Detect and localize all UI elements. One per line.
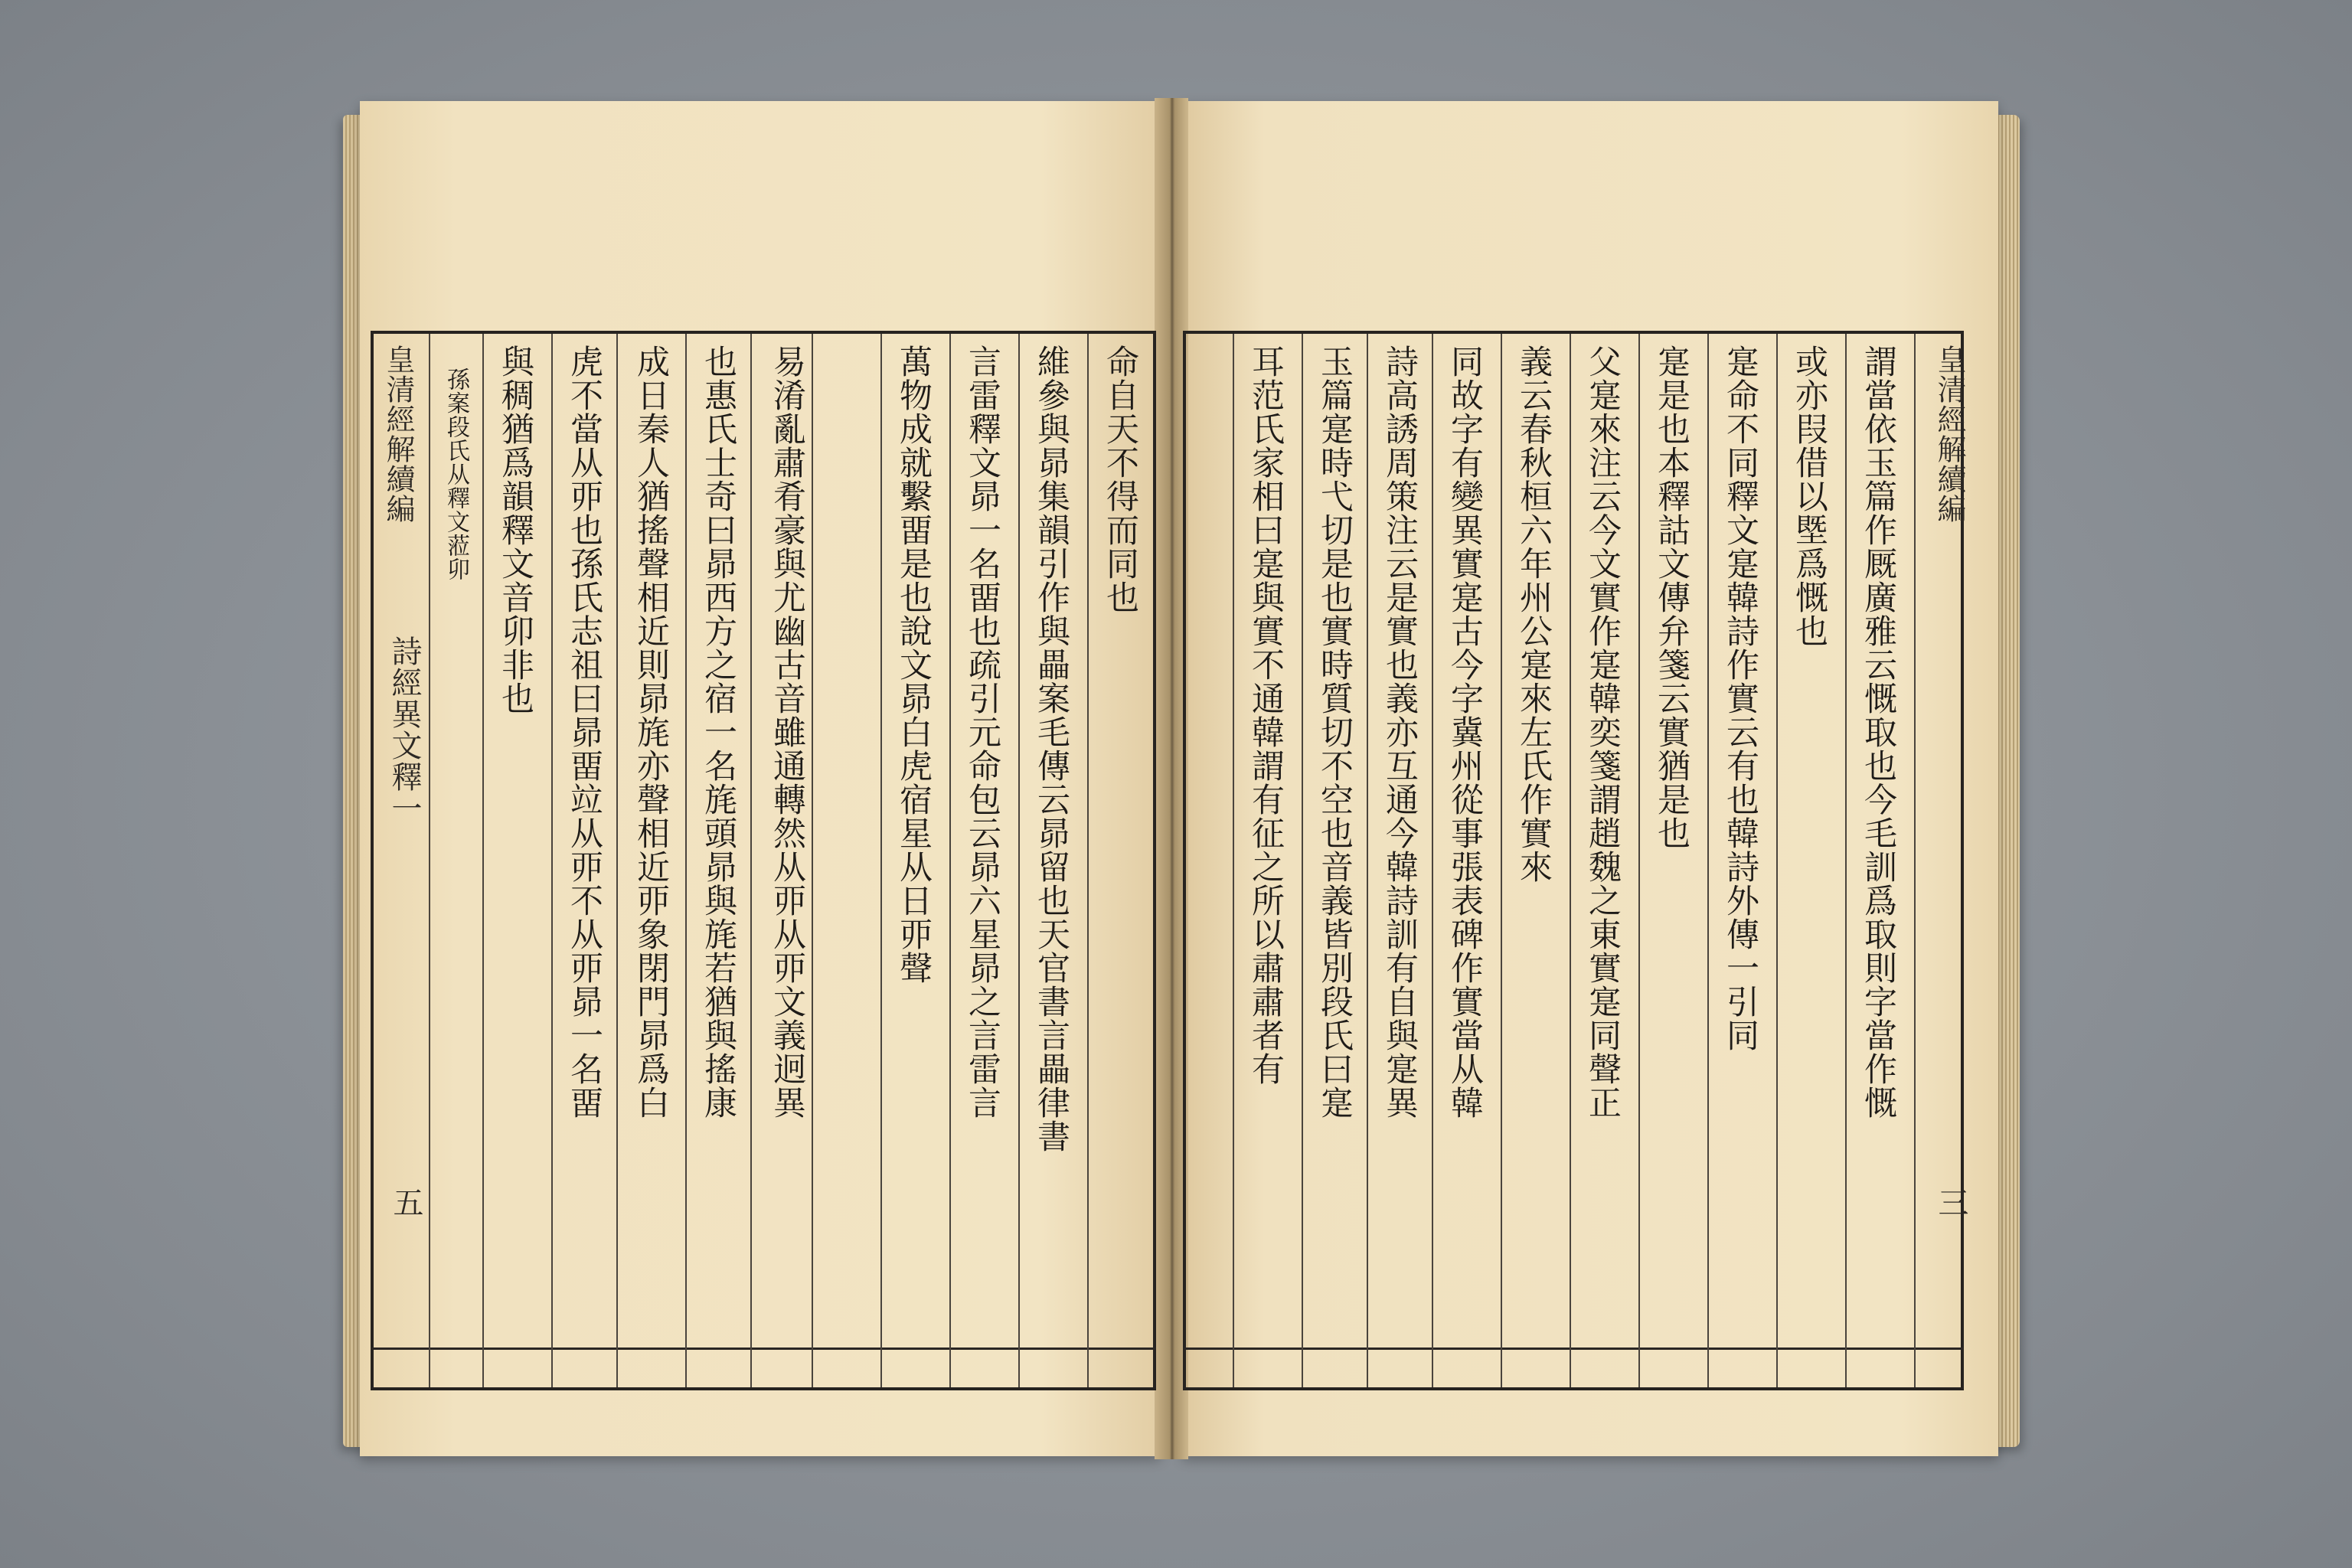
column-rule (429, 334, 430, 1387)
text-column: 詩高誘周策注云是實也義亦互通今韓詩訓有自與寔異 (1380, 345, 1419, 1119)
text-column: 寔命不同釋文寔韓詩作實云有也韓詩外傳一引同 (1721, 345, 1759, 1052)
column-rule (1302, 334, 1303, 1387)
left-page-number: 五 (388, 1187, 423, 1217)
column-rule (482, 334, 484, 1387)
column-rule (1018, 334, 1020, 1387)
text-column: 耳范氏家相曰寔與實不通韓謂有征之所以肅肅者有 (1246, 345, 1285, 1086)
column-rule (812, 334, 813, 1387)
column-rule (616, 334, 618, 1387)
text-column: 謂當依玉篇作厩廣雅云慨取也今毛訓爲取則字當作慨 (1859, 345, 1897, 1119)
column-rule (1776, 334, 1778, 1387)
column-rule (1707, 334, 1709, 1387)
column-rule (1087, 334, 1089, 1387)
column-rule (1432, 334, 1433, 1387)
text-column: 命自天不得而同也 (1101, 345, 1139, 614)
column-rule (949, 334, 951, 1387)
left-margin-section: 詩經異文釋一 (387, 635, 422, 824)
column-rule (1914, 334, 1916, 1387)
right-bottom-inner-rule (1183, 1348, 1964, 1350)
text-column: 與稠猶爲韻釋文音卯非也 (496, 345, 534, 715)
text-column: 虎不當从丣也孫氏志祖曰昴畱竝从丣不从丣昴一名畱 (565, 345, 603, 1119)
column-rule (750, 334, 752, 1387)
text-column: 萬物成就繫畱是也說文昴白虎宿星从日丣聲 (894, 345, 933, 985)
column-rule (1501, 334, 1502, 1387)
column-rule (880, 334, 882, 1387)
text-column: 成日秦人猶搖聲相近則昴旄亦聲相近丣象閉門昴爲白 (632, 345, 670, 1119)
right-page-number: 三 (1933, 1187, 1968, 1217)
text-column: 或亦叚借以塈爲慨也 (1790, 345, 1828, 648)
right-page-frame (1183, 331, 1964, 1390)
text-column: 維參與昴集韻引作與畾案毛傳云昴留也天官書言畾律書 (1032, 345, 1070, 1153)
column-rule (1367, 334, 1368, 1387)
text-column: 易淆亂肅肴豪與尤幽古音雖通轉然从丣从丣文義迥異 (768, 345, 806, 1119)
text-column: 同故字有變異實寔古今字冀州從事張表碑作實當从韓 (1446, 345, 1484, 1119)
column-rule (685, 334, 687, 1387)
column-rule (1638, 334, 1640, 1387)
text-column: 也惠氏士奇曰昴西方之宿一名旄頭昴與旄若猶與搖康 (699, 345, 737, 1119)
text-column: 父寔來注云今文實作寔韓奕箋謂趙魏之東實寔同聲正 (1583, 345, 1622, 1119)
text-column: 寔是也本釋詁文傳弁箋云實猶是也 (1652, 345, 1690, 850)
column-rule (1233, 334, 1234, 1387)
text-column: 玉篇寔時弋切是也實時質切不空也音義皆別段氏曰寔 (1315, 345, 1354, 1119)
column-rule (1845, 334, 1847, 1387)
column-rule (1570, 334, 1571, 1387)
note-column: 孫案段氏从釋文蒞卯 (443, 368, 469, 581)
left-margin-title: 皇清經解續編 (381, 345, 415, 524)
right-margin-title: 皇清經解續編 (1932, 345, 1966, 524)
text-column: 言雷釋文昴一名畱也疏引元命包云昴六星昴之言雷言 (963, 345, 1001, 1119)
column-rule (551, 334, 553, 1387)
text-column: 義云春秋桓六年州公寔來左氏作實來 (1514, 345, 1553, 884)
